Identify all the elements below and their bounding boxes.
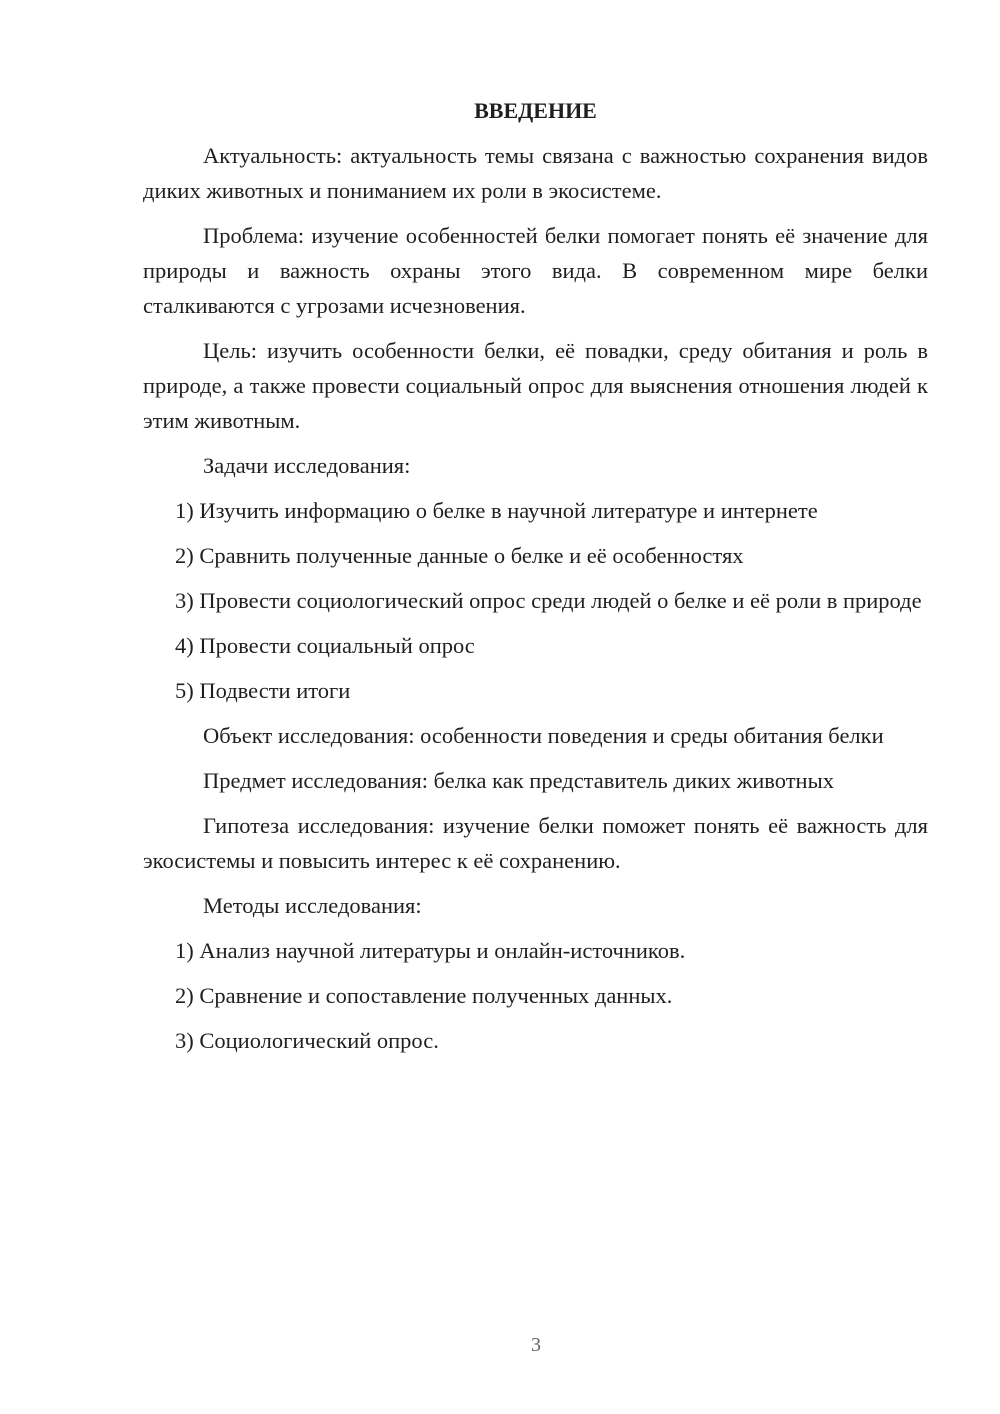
task-item-4: 4) Провести социальный опрос bbox=[175, 633, 475, 658]
goal-paragraph: Цель: изучить особенности белки, её повадки, среду обитания и роль в природе, а также провести социальный опрос для выяснения отношения людей к этим животным. bbox=[143, 338, 928, 433]
subject-paragraph: Предмет исследования: белка как представитель диких животных bbox=[203, 768, 834, 793]
page-title: ВВЕДЕНИЕ bbox=[474, 98, 597, 123]
relevance-paragraph: Актуальность: актуальность темы связана с важностью сохранения видов диких животных и пониманием их роли в экосистеме. bbox=[143, 143, 928, 203]
methods-heading: Методы исследования: bbox=[203, 893, 422, 918]
tasks-heading: Задачи исследования: bbox=[203, 453, 411, 478]
page-content bbox=[143, 94, 928, 1068]
task-item-3: 3) Провести социологический опрос среди людей о белке и её роли в природе bbox=[175, 588, 922, 613]
task-item-1: 1) Изучить информацию о белке в научной литературе и интернете bbox=[175, 498, 818, 523]
problem-paragraph: Проблема: изучение особенностей белки помогает понять её значение для природы и важность охраны этого вида. В современном мире белки сталкиваются с угрозами исчезновения. bbox=[143, 223, 928, 318]
task-item-2: 2) Сравнить полученные данные о белке и её особенностях bbox=[175, 543, 744, 568]
method-item-1: 1) Анализ научной литературы и онлайн-источников. bbox=[175, 938, 686, 963]
page-number: 3 bbox=[531, 1334, 541, 1356]
object-paragraph: Объект исследования: особенности поведения и среды обитания белки bbox=[203, 723, 884, 748]
method-item-2: 2) Сравнение и сопоставление полученных данных. bbox=[175, 983, 673, 1008]
hypothesis-paragraph: Гипотеза исследования: изучение белки поможет понять её важность для экосистемы и повысить интерес к её сохранению. bbox=[143, 813, 928, 873]
method-item-3: 3) Социологический опрос. bbox=[175, 1028, 439, 1053]
task-item-5: 5) Подвести итоги bbox=[175, 678, 351, 703]
